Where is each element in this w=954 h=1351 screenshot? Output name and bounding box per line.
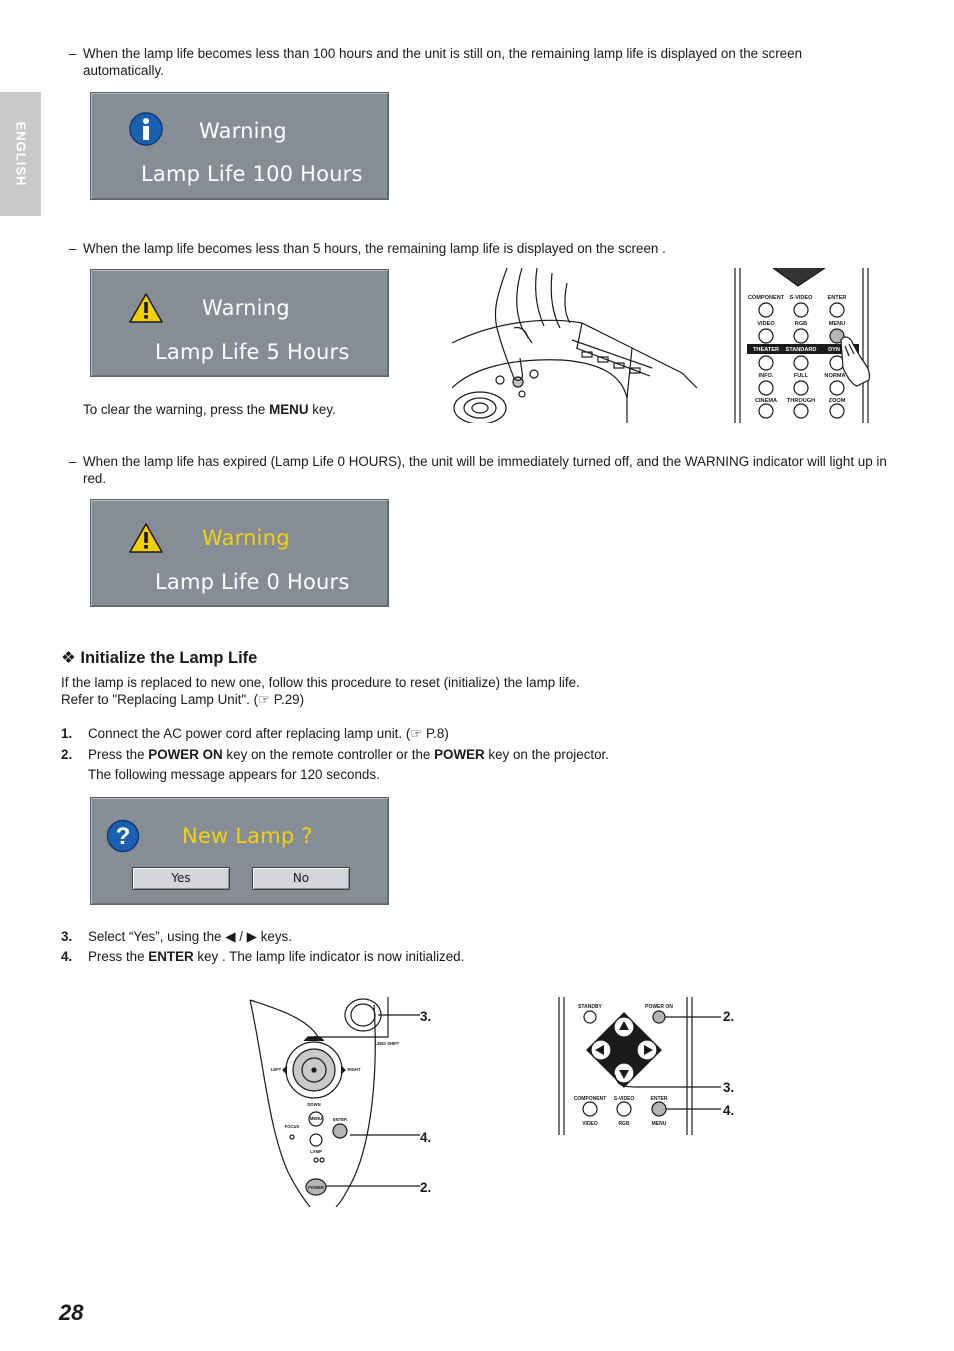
step-number: 3. [61, 929, 73, 944]
remote-label: VIDEO [757, 321, 775, 327]
panel-label-power: POWER [308, 1185, 324, 1190]
remote-label: MENU [828, 321, 846, 327]
step-number: 1. [61, 726, 73, 741]
remote-label: S-VIDEO [613, 1096, 635, 1102]
callout-step-2: 2. [420, 1180, 432, 1195]
osd-title: Warning [202, 296, 290, 320]
remote-label: THEATER [753, 347, 779, 353]
callout-step-4: 4. [420, 1130, 432, 1145]
warning-triangle-icon [128, 522, 164, 554]
step-text: Press the POWER ON key on the remote controller or the POWER key on the projector. [88, 747, 609, 762]
osd-warning-5 [90, 269, 389, 377]
key-label: POWER [434, 747, 485, 762]
remote-label: STANDARD [785, 347, 817, 353]
remote-label: ENTER [827, 295, 847, 301]
key-label: POWER ON [148, 747, 223, 762]
remote-label: COMPONENT [573, 1096, 607, 1102]
language-tab-label: ENGLISH [13, 121, 28, 187]
clear-warning-instruction: To clear the warning, press the MENU key. [83, 402, 336, 417]
step-number: 2. [61, 747, 73, 762]
osd-message: Lamp Life 0 Hours [155, 570, 350, 594]
remote-illustration-bottom [557, 997, 733, 1135]
lamp-100-description: When the lamp life becomes less than 100 hours and the unit is still on, the remaining lamp life is displayed on the screen automatically. [83, 46, 803, 78]
panel-label-enter: ENTER [332, 1117, 348, 1122]
projector-panel-illustration [248, 997, 438, 1207]
remote-label: STANDBY [578, 1004, 602, 1010]
left-right-arrow-keys: ◀ / ▶ [225, 929, 257, 944]
warning-triangle-icon [128, 292, 164, 324]
diamond-bullet-icon: ❖ [61, 649, 76, 667]
initialize-intro-line2: Refer to "Replacing Lamp Unit". (☞ P.29) [61, 692, 305, 707]
panel-label-lamp: LAMP [310, 1149, 322, 1154]
osd-title: Warning [202, 526, 290, 550]
remote-label: POWER ON [645, 1004, 673, 1010]
lamp-5-description: When the lamp life becomes less than 5 hours, the remaining lamp life is displayed on the screen . [83, 241, 666, 256]
remote-label: VIDEO [582, 1121, 598, 1127]
section-heading [61, 648, 257, 668]
remote-label: S-VIDEO [789, 295, 813, 301]
osd-warning-100 [90, 92, 389, 200]
page-number: 28 [59, 1300, 84, 1325]
dash-marker: – [69, 241, 77, 256]
remote-label: ZOOM [828, 398, 846, 404]
remote-label: RGB [794, 321, 808, 327]
remote-label: NORMA [824, 373, 846, 379]
panel-label-lens-shift: LENS SHIFT [374, 1041, 400, 1046]
callout-step-3: 3. [723, 1080, 735, 1095]
step-text: Connect the AC power cord after replacing lamp unit. (☞ P.8) [88, 726, 449, 741]
remote-illustration-top [733, 268, 871, 423]
panel-label-right: RIGHT [347, 1067, 361, 1072]
remote-label: COMPONENT [747, 295, 785, 301]
remote-label: FULL [793, 373, 809, 379]
remote-label: ENTER [650, 1096, 668, 1102]
remote-label: RGB [618, 1121, 630, 1127]
osd-message: Lamp Life 100 Hours [141, 162, 363, 186]
initialize-intro-line1: If the lamp is replaced to new one, follow this procedure to reset (initialize) the lamp life. [61, 675, 580, 690]
panel-label-left: LEFT [270, 1067, 282, 1072]
lamp-0-description: When the lamp life has expired (Lamp Life 0 HOURS), the unit will be immediately turned off, and the WARNING indicator will light up in red. [83, 454, 887, 486]
remote-label: DYN [828, 347, 840, 353]
svg-text:?: ? [115, 823, 131, 850]
osd-message: New Lamp ? [182, 824, 313, 848]
osd-new-lamp-dialog [90, 797, 389, 905]
remote-label: CINEMA [754, 398, 778, 404]
osd-message: Lamp Life 5 Hours [155, 340, 350, 364]
no-button[interactable]: No [252, 867, 350, 890]
key-label: ENTER [148, 949, 194, 964]
dash-marker: – [69, 454, 77, 469]
panel-label-menu: MENU [309, 1116, 323, 1121]
dash-marker: – [69, 46, 77, 61]
menu-key-label: MENU [269, 402, 309, 417]
step-text: Press the ENTER key . The lamp life indicator is now initialized. [88, 949, 465, 964]
callout-step-4: 4. [723, 1103, 735, 1118]
question-icon [106, 819, 140, 853]
remote-label: MENU [651, 1121, 667, 1127]
yes-button[interactable]: Yes [132, 867, 230, 890]
callout-step-3: 3. [420, 1009, 432, 1024]
panel-label-up: UP [311, 1035, 317, 1040]
language-tab [0, 92, 41, 216]
info-icon [128, 111, 164, 147]
remote-label: THROUGH [786, 398, 816, 404]
projector-press-illustration [452, 268, 698, 423]
panel-label-down: DOWN [307, 1102, 321, 1107]
section-heading-text: Initialize the Lamp Life [80, 649, 258, 667]
step-number: 4. [61, 949, 73, 964]
callout-step-2: 2. [723, 1009, 735, 1024]
step-text: Select “Yes”, using the ◀ / ▶ keys. [88, 929, 292, 944]
panel-label-focus: FOCUS [284, 1124, 300, 1129]
osd-warning-0 [90, 499, 389, 607]
remote-label: INFO. [758, 373, 774, 379]
osd-title: Warning [199, 119, 287, 143]
step-continuation: The following message appears for 120 seconds. [88, 767, 380, 782]
